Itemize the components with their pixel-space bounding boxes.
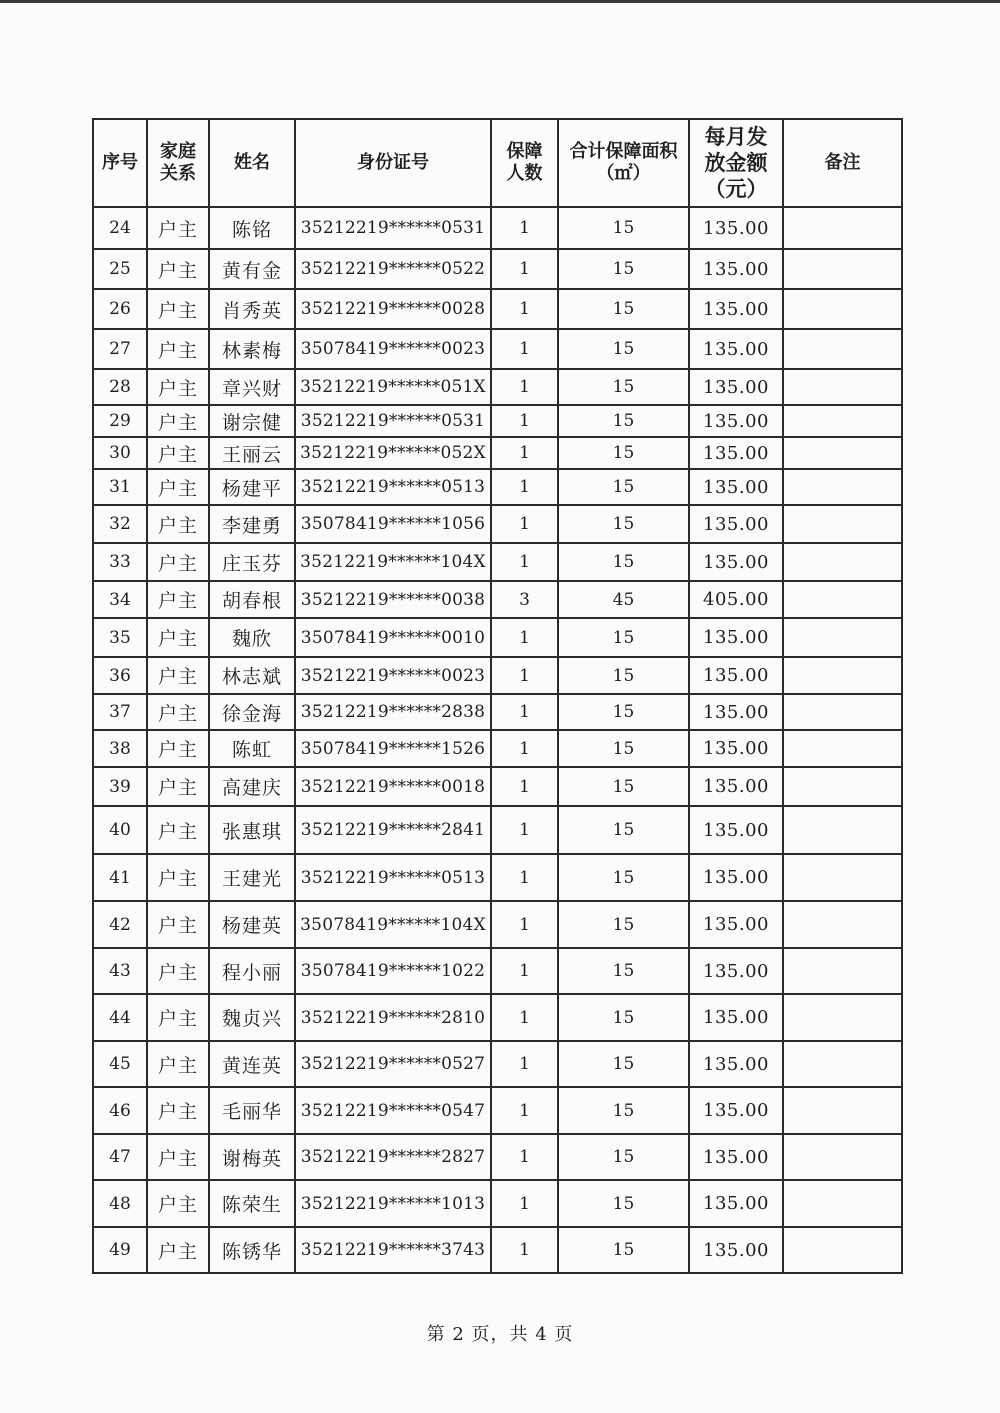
cell-name: 高建庆	[209, 767, 295, 806]
cell-amount: 135.00	[689, 854, 783, 901]
table-row	[93, 289, 902, 329]
table-row	[93, 948, 902, 994]
cell-area: 15	[558, 329, 689, 369]
cell-id: 35212219******2841	[295, 806, 491, 854]
cell-persons: 1	[491, 854, 558, 901]
cell-relation: 户主	[147, 329, 209, 369]
cell-name: 林志斌	[209, 657, 295, 694]
cell-area: 15	[558, 405, 689, 437]
cell-name: 庄玉芬	[209, 543, 295, 581]
table-row	[93, 806, 902, 854]
cell-seq: 25	[93, 249, 147, 289]
cell-persons: 1	[491, 289, 558, 329]
cell-amount: 135.00	[689, 249, 783, 289]
cell-area: 15	[558, 1041, 689, 1087]
cell-id: 35212219******3743	[295, 1227, 491, 1273]
cell-id: 35212219******0018	[295, 767, 491, 806]
cell-area: 15	[558, 948, 689, 994]
cell-name: 谢梅英	[209, 1134, 295, 1180]
table-row	[93, 207, 902, 249]
cell-id: 35212219******1013	[295, 1180, 491, 1227]
cell-amount: 135.00	[689, 289, 783, 329]
cell-id: 35212219******2838	[295, 694, 491, 730]
table-row	[93, 369, 902, 405]
cell-amount: 135.00	[689, 469, 783, 505]
cell-area: 15	[558, 1227, 689, 1273]
cell-seq: 31	[93, 469, 147, 505]
cell-note	[783, 694, 902, 730]
cell-note	[783, 437, 902, 469]
header-persons-line: 保障	[506, 141, 543, 162]
header-relation-line: 家庭	[160, 141, 196, 162]
cell-relation: 户主	[147, 581, 209, 618]
cell-seq: 48	[93, 1180, 147, 1227]
cell-amount: 135.00	[689, 369, 783, 405]
cell-note	[783, 730, 902, 767]
cell-note	[783, 901, 902, 948]
table-row	[93, 618, 902, 657]
cell-name: 杨建英	[209, 901, 295, 948]
cell-note	[783, 767, 902, 806]
scan-top-edge	[0, 0, 1000, 3]
cell-relation: 户主	[147, 1180, 209, 1227]
cell-note	[783, 505, 902, 543]
cell-note	[783, 543, 902, 581]
cell-relation: 户主	[147, 901, 209, 948]
cell-amount: 135.00	[689, 767, 783, 806]
cell-persons: 1	[491, 730, 558, 767]
header-seq: 序号	[93, 119, 147, 207]
cell-area: 15	[558, 505, 689, 543]
cell-note	[783, 806, 902, 854]
cell-persons: 1	[491, 1180, 558, 1227]
cell-relation: 户主	[147, 657, 209, 694]
cell-seq: 47	[93, 1134, 147, 1180]
cell-relation: 户主	[147, 207, 209, 249]
cell-persons: 1	[491, 901, 558, 948]
header-amount	[689, 119, 783, 207]
cell-id: 35212219******0522	[295, 249, 491, 289]
cell-area: 15	[558, 249, 689, 289]
cell-area: 15	[558, 694, 689, 730]
cell-persons: 1	[491, 694, 558, 730]
cell-area: 15	[558, 469, 689, 505]
cell-area: 15	[558, 1134, 689, 1180]
cell-relation: 户主	[147, 854, 209, 901]
cell-seq: 41	[93, 854, 147, 901]
cell-persons: 1	[491, 369, 558, 405]
cell-name: 肖秀英	[209, 289, 295, 329]
cell-id: 35212219******051X	[295, 369, 491, 405]
cell-seq: 45	[93, 1041, 147, 1087]
cell-amount: 135.00	[689, 806, 783, 854]
cell-relation: 户主	[147, 289, 209, 329]
cell-relation: 户主	[147, 994, 209, 1041]
cell-amount: 135.00	[689, 618, 783, 657]
cell-relation: 户主	[147, 543, 209, 581]
cell-note	[783, 618, 902, 657]
header-name: 姓名	[209, 119, 295, 207]
cell-seq: 44	[93, 994, 147, 1041]
header-area-line: 合计保障面积	[569, 141, 678, 162]
header-persons	[491, 119, 558, 207]
cell-amount: 135.00	[689, 1227, 783, 1273]
cell-note	[783, 1087, 902, 1134]
table-row	[93, 657, 902, 694]
cell-name: 毛丽华	[209, 1087, 295, 1134]
cell-persons: 1	[491, 405, 558, 437]
cell-id: 35212219******0531	[295, 207, 491, 249]
cell-seq: 43	[93, 948, 147, 994]
table-row	[93, 1180, 902, 1227]
cell-persons: 3	[491, 581, 558, 618]
cell-name: 徐金海	[209, 694, 295, 730]
table-row	[93, 505, 902, 543]
cell-area: 15	[558, 437, 689, 469]
cell-note	[783, 948, 902, 994]
cell-amount: 135.00	[689, 437, 783, 469]
cell-seq: 29	[93, 405, 147, 437]
cell-seq: 26	[93, 289, 147, 329]
cell-note	[783, 329, 902, 369]
header-id: 身份证号	[295, 119, 491, 207]
cell-persons: 1	[491, 767, 558, 806]
table-row	[93, 1134, 902, 1180]
cell-id: 35078419******104X	[295, 901, 491, 948]
cell-relation: 户主	[147, 249, 209, 289]
cell-note	[783, 469, 902, 505]
cell-id: 35212219******0023	[295, 657, 491, 694]
cell-id: 35212219******0513	[295, 469, 491, 505]
cell-amount: 135.00	[689, 1087, 783, 1134]
cell-name: 杨建平	[209, 469, 295, 505]
cell-relation: 户主	[147, 1227, 209, 1273]
cell-relation: 户主	[147, 948, 209, 994]
cell-persons: 1	[491, 437, 558, 469]
cell-id: 35212219******052X	[295, 437, 491, 469]
cell-relation: 户主	[147, 1087, 209, 1134]
cell-note	[783, 657, 902, 694]
cell-relation: 户主	[147, 369, 209, 405]
cell-persons: 1	[491, 543, 558, 581]
cell-amount: 135.00	[689, 1180, 783, 1227]
cell-relation: 户主	[147, 469, 209, 505]
table-row	[93, 730, 902, 767]
cell-seq: 39	[93, 767, 147, 806]
table-row	[93, 329, 902, 369]
subsidy-table	[92, 118, 903, 1274]
cell-note	[783, 369, 902, 405]
cell-seq: 46	[93, 1087, 147, 1134]
header-note: 备注	[783, 119, 902, 207]
cell-amount: 135.00	[689, 657, 783, 694]
cell-id: 35212219******0038	[295, 581, 491, 618]
table-row	[93, 469, 902, 505]
cell-note	[783, 1041, 902, 1087]
cell-persons: 1	[491, 994, 558, 1041]
cell-id: 35078419******1526	[295, 730, 491, 767]
cell-area: 15	[558, 1087, 689, 1134]
cell-seq: 32	[93, 505, 147, 543]
cell-seq: 35	[93, 618, 147, 657]
cell-name: 张惠琪	[209, 806, 295, 854]
cell-relation: 户主	[147, 505, 209, 543]
cell-id: 35212219******0028	[295, 289, 491, 329]
cell-id: 35212219******2827	[295, 1134, 491, 1180]
cell-persons: 1	[491, 1134, 558, 1180]
cell-amount: 135.00	[689, 730, 783, 767]
cell-area: 15	[558, 369, 689, 405]
cell-area: 15	[558, 730, 689, 767]
cell-name: 林素梅	[209, 329, 295, 369]
cell-note	[783, 249, 902, 289]
header-persons-line: 人数	[506, 163, 543, 184]
cell-note	[783, 1227, 902, 1273]
cell-note	[783, 405, 902, 437]
cell-persons: 1	[491, 329, 558, 369]
cell-name: 陈铭	[209, 207, 295, 249]
cell-area: 15	[558, 207, 689, 249]
cell-note	[783, 854, 902, 901]
cell-area: 15	[558, 1180, 689, 1227]
cell-persons: 1	[491, 1041, 558, 1087]
cell-name: 陈虹	[209, 730, 295, 767]
cell-seq: 38	[93, 730, 147, 767]
table-row	[93, 767, 902, 806]
table-body	[93, 207, 902, 1273]
cell-name: 程小丽	[209, 948, 295, 994]
cell-name: 陈荣生	[209, 1180, 295, 1227]
cell-id: 35212219******0513	[295, 854, 491, 901]
cell-note	[783, 207, 902, 249]
cell-name: 王丽云	[209, 437, 295, 469]
cell-relation: 户主	[147, 437, 209, 469]
cell-persons: 1	[491, 1087, 558, 1134]
cell-area: 15	[558, 994, 689, 1041]
cell-name: 胡春根	[209, 581, 295, 618]
cell-persons: 1	[491, 505, 558, 543]
cell-area: 15	[558, 854, 689, 901]
cell-persons: 1	[491, 1227, 558, 1273]
cell-persons: 1	[491, 207, 558, 249]
cell-id: 35212219******0527	[295, 1041, 491, 1087]
cell-area: 15	[558, 543, 689, 581]
cell-amount: 405.00	[689, 581, 783, 618]
cell-relation: 户主	[147, 1041, 209, 1087]
table-row	[93, 901, 902, 948]
cell-amount: 135.00	[689, 901, 783, 948]
cell-persons: 1	[491, 618, 558, 657]
header-row	[93, 119, 902, 207]
cell-persons: 1	[491, 806, 558, 854]
cell-amount: 135.00	[689, 994, 783, 1041]
cell-note	[783, 994, 902, 1041]
cell-amount: 135.00	[689, 948, 783, 994]
cell-area: 15	[558, 618, 689, 657]
cell-name: 王建光	[209, 854, 295, 901]
cell-relation: 户主	[147, 405, 209, 437]
cell-amount: 135.00	[689, 694, 783, 730]
cell-seq: 36	[93, 657, 147, 694]
cell-amount: 135.00	[689, 1041, 783, 1087]
cell-seq: 37	[93, 694, 147, 730]
cell-relation: 户主	[147, 618, 209, 657]
cell-area: 15	[558, 289, 689, 329]
cell-area: 45	[558, 581, 689, 618]
table-row	[93, 581, 902, 618]
cell-seq: 24	[93, 207, 147, 249]
cell-relation: 户主	[147, 730, 209, 767]
cell-name: 谢宗健	[209, 405, 295, 437]
cell-id: 35078419******0023	[295, 329, 491, 369]
header-area	[558, 119, 689, 207]
cell-note	[783, 1180, 902, 1227]
table-row	[93, 405, 902, 437]
cell-name: 魏欣	[209, 618, 295, 657]
cell-name: 魏贞兴	[209, 994, 295, 1041]
table-row	[93, 694, 902, 730]
table-row	[93, 249, 902, 289]
cell-amount: 135.00	[689, 505, 783, 543]
cell-relation: 户主	[147, 694, 209, 730]
cell-persons: 1	[491, 948, 558, 994]
cell-area: 15	[558, 657, 689, 694]
cell-persons: 1	[491, 657, 558, 694]
cell-persons: 1	[491, 249, 558, 289]
header-area-unit: （㎡）	[596, 163, 651, 184]
cell-id: 35078419******1022	[295, 948, 491, 994]
cell-note	[783, 581, 902, 618]
header-amount-line: 放金额	[704, 151, 768, 175]
cell-name: 陈锈华	[209, 1227, 295, 1273]
cell-seq: 49	[93, 1227, 147, 1273]
cell-seq: 30	[93, 437, 147, 469]
cell-relation: 户主	[147, 1134, 209, 1180]
table-row	[93, 543, 902, 581]
table-row	[93, 994, 902, 1041]
cell-relation: 户主	[147, 806, 209, 854]
table-row	[93, 1087, 902, 1134]
table-row	[93, 1041, 902, 1087]
table-row	[93, 437, 902, 469]
cell-amount: 135.00	[689, 207, 783, 249]
header-amount-unit: （元）	[704, 177, 768, 201]
cell-id: 35212219******0547	[295, 1087, 491, 1134]
cell-seq: 27	[93, 329, 147, 369]
cell-id: 35212219******2810	[295, 994, 491, 1041]
cell-name: 李建勇	[209, 505, 295, 543]
cell-amount: 135.00	[689, 1134, 783, 1180]
table-row	[93, 1227, 902, 1273]
cell-id: 35212219******0531	[295, 405, 491, 437]
header-relation	[147, 119, 209, 207]
cell-seq: 42	[93, 901, 147, 948]
cell-seq: 28	[93, 369, 147, 405]
cell-amount: 135.00	[689, 329, 783, 369]
cell-id: 35078419******0010	[295, 618, 491, 657]
cell-amount: 135.00	[689, 405, 783, 437]
cell-seq: 34	[93, 581, 147, 618]
header-amount-line: 每月发	[704, 125, 768, 149]
cell-persons: 1	[491, 469, 558, 505]
cell-relation: 户主	[147, 767, 209, 806]
cell-seq: 33	[93, 543, 147, 581]
cell-note	[783, 1134, 902, 1180]
cell-seq: 40	[93, 806, 147, 854]
cell-name: 章兴财	[209, 369, 295, 405]
cell-area: 15	[558, 767, 689, 806]
cell-amount: 135.00	[689, 543, 783, 581]
cell-id: 35212219******104X	[295, 543, 491, 581]
header-relation-line: 关系	[160, 163, 196, 184]
cell-id: 35078419******1056	[295, 505, 491, 543]
cell-area: 15	[558, 901, 689, 948]
cell-note	[783, 289, 902, 329]
table-row	[93, 854, 902, 901]
cell-name: 黄连英	[209, 1041, 295, 1087]
cell-area: 15	[558, 806, 689, 854]
page-number: 第 2 页，共 4 页	[426, 1324, 574, 1345]
cell-name: 黄有金	[209, 249, 295, 289]
